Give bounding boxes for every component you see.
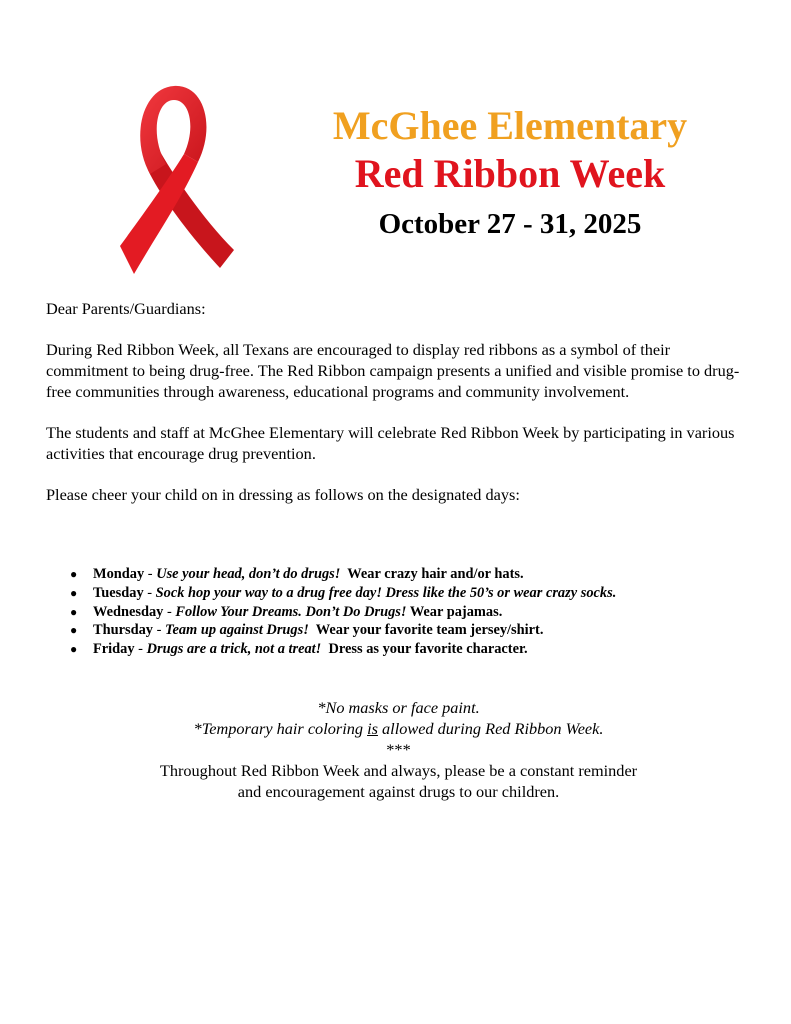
masks-note: *No masks or face paint. [317, 698, 480, 717]
bullet-icon: ● [70, 567, 78, 581]
bullet-icon: ● [70, 623, 78, 638]
day-name: Friday [93, 641, 135, 658]
day-name: Monday [93, 566, 145, 582]
dress-up-days-list [70, 565, 750, 659]
list-item-friday [70, 640, 750, 659]
notes-section [46, 697, 751, 802]
paragraph-3: Please cheer your child on in dressing as follows on the designated days: [46, 485, 520, 504]
list-item-thursday [70, 621, 750, 640]
school-name: McGhee Elementary [332, 103, 688, 148]
day-name: Tuesday [93, 584, 144, 601]
paragraph-1: During Red Ribbon Week, all Texans are encouraged to display red ribbons as a symbol of their commitment to being drug-free. The Red Ribbon campaign presents a unified and visible promise to drug-free communities through awareness, educational programs and community involvement. [46, 340, 740, 401]
day-theme: Use your head, don’t do drugs! [156, 566, 341, 582]
day-theme: Team up against Drugs! [165, 622, 309, 639]
hair-note-end: allowed during Red Ribbon Week. [377, 719, 604, 738]
day-dress: Wear crazy hair and/or hats. [340, 566, 524, 582]
day-separator: - [134, 641, 147, 658]
red-ribbon-image [112, 78, 240, 276]
list-item-tuesday [70, 584, 750, 603]
list-item-monday [70, 565, 750, 584]
list-item-wednesday [70, 603, 750, 622]
greeting: Dear Parents/Guardians: [46, 299, 206, 318]
event-dates: October 27 - 31, 2025 [378, 208, 642, 240]
closing-line-2: and encouragement against drugs to our children. [237, 782, 560, 801]
day-dress: Wear pajamas. [406, 603, 503, 620]
day-name: Wednesday [93, 603, 164, 620]
hair-note-start: *Temporary hair coloring [193, 719, 368, 738]
day-separator: - [163, 603, 176, 620]
paragraph-2: The students and staff at McGhee Elementary will celebrate Red Ribbon Week by participating in various activities that encourage drug prevention. [46, 423, 735, 463]
closing-line-1: Throughout Red Ribbon Week and always, please be a constant reminder [159, 761, 638, 780]
ribbon-loop [140, 86, 206, 174]
day-separator: - [143, 584, 156, 601]
day-dress: Wear your favorite team jersey/shirt. [308, 622, 544, 639]
bullet-icon: ● [70, 642, 78, 657]
day-theme: Follow Your Dreams. Don’t Do Drugs! [175, 603, 407, 620]
separator-stars: *** [386, 740, 411, 759]
day-dress: Dress as your favorite character. [321, 641, 528, 658]
day-name: Thursday [93, 622, 153, 639]
letter-body [46, 298, 751, 525]
bullet-icon: ● [70, 585, 78, 600]
day-theme: Drugs are a trick, not a treat! [146, 641, 322, 658]
hair-note [46, 718, 751, 739]
event-title: Red Ribbon Week [354, 151, 666, 196]
bullet-icon: ● [70, 604, 78, 619]
day-separator: - [153, 622, 165, 639]
header [300, 102, 720, 242]
day-separator: - [144, 566, 157, 582]
day-theme: Sock hop your way to a drug free day! Dress like the 50’s or wear crazy socks. [155, 584, 617, 601]
hair-note-emphasis: is [367, 719, 378, 738]
